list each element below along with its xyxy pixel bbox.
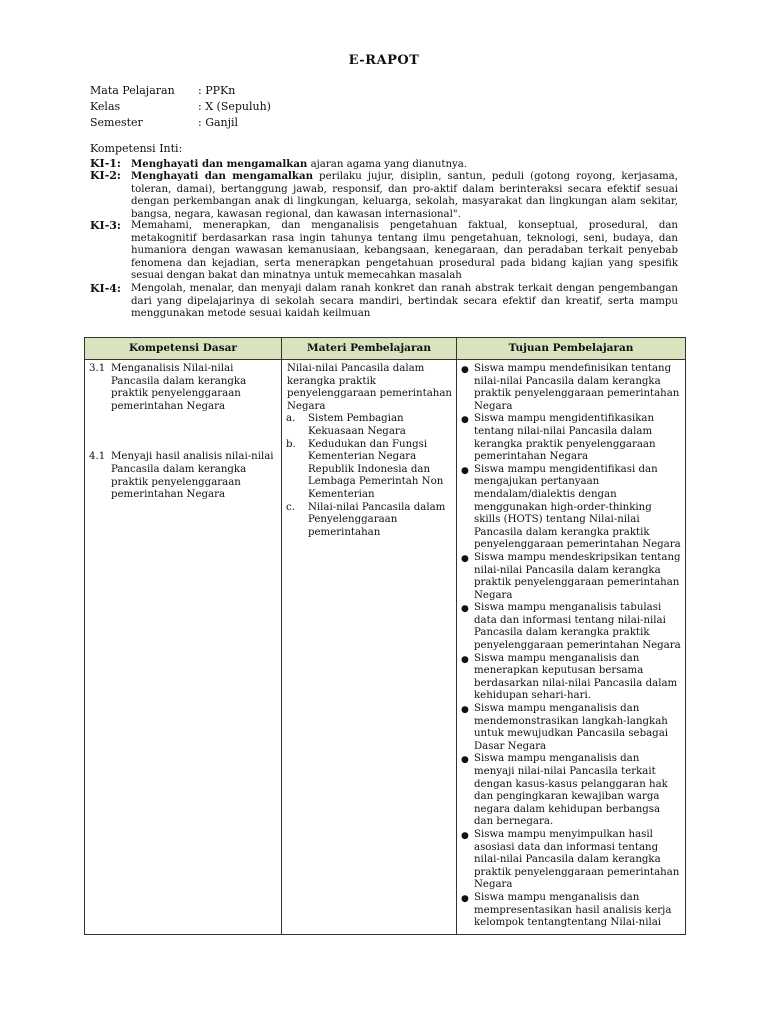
list-item: ● Siswa mampu menganalisis dan mendemonstrasikan langkah-langkah untuk mewujudkan Pancasila sebagai Dasar Negara	[461, 703, 669, 752]
table-row	[85, 360, 686, 935]
list-item: a. Sistem Pembagian Kekuasaan Negara	[286, 413, 406, 437]
subject-info	[90, 83, 271, 131]
list-item: ● Siswa mampu mengidentifikasi dan mengajukan pertanyaan mendalam/dialektis dengan menggunakan high-order-thinking skills (HOTS) tentang Nilai-nilai Pancasila dalam kerangka praktik penyelenggaraan pemerintahan Negara	[461, 463, 681, 551]
kd-cell	[85, 360, 282, 935]
bullet-icon: ●	[461, 604, 469, 615]
bullet-icon: ●	[461, 893, 469, 904]
ki-label: KI-4:	[90, 282, 121, 295]
bullet-icon: ●	[461, 365, 469, 375]
tujuan-list	[461, 363, 681, 930]
meta-row	[90, 115, 271, 131]
meta-value: : Ganjil	[198, 116, 239, 129]
meta-value: : PPKn	[198, 84, 236, 97]
ki-bold: Menghayati dan mengamalkan	[131, 170, 313, 182]
ki-item	[90, 283, 678, 321]
document-title: E-RAPOT	[348, 53, 420, 68]
ki-label: KI-2:	[90, 169, 121, 182]
materi-intro: Nilai-nilai Pancasila dalam kerangka praktik penyelenggaraan pemerintahan Negara	[287, 363, 452, 412]
bullet-icon: ●	[461, 654, 469, 665]
kd-number: 4.1	[89, 451, 106, 463]
learning-table	[84, 337, 686, 935]
ki-label: KI-3:	[90, 219, 121, 232]
list-item: ● Siswa mampu menyimpulkan hasil asosiasi data dan informasi tentang nilai-nilai Pancasila dalam kerangka praktik penyelenggaraan pemerintahan Negara	[461, 828, 680, 891]
ki-text: Mengolah, menalar, dan menyaji dalam ranah konkret dan ranah abstrak terkait dengan pengembangan dari yang dipelajarinya di sekolah secara mandiri, bertindak secara efektif dan kreatif, serta mampu menggunakan metode sesuai kaidah keilmuan	[131, 283, 678, 319]
list-item: ● Siswa mampu menganalisis dan mempresentasikan hasil analisis kerja kelompok tentangtentang Nilai-nilai	[461, 891, 672, 929]
ki-item	[90, 170, 678, 221]
kd-item	[89, 363, 277, 413]
ki-text: Menghayati dan mengamalkan ajaran agama yang dianutnya.	[131, 158, 468, 170]
bullet-icon: ●	[461, 755, 469, 766]
bullet-icon: ●	[461, 553, 469, 564]
materi-list	[286, 413, 452, 539]
meta-key: Mata Pelajaran	[90, 84, 175, 97]
list-item: ● Siswa mampu mendeskripsikan tentang nilai-nilai Pancasila dalam kerangka praktik penyelenggaraan pemerintahan Negara	[461, 551, 681, 601]
list-item: ● Siswa mampu menganalisis tabulasi data dan informasi tentang nilai-nilai Pancasila dalam kerangka praktik penyelenggaraan pemerintahan Negara	[461, 602, 681, 652]
meta-key: Kelas	[90, 100, 121, 113]
ki-item	[90, 220, 678, 283]
bullet-icon: ●	[461, 415, 469, 426]
list-item: b. Kedudukan dan Fungsi Kementerian Negara Republik Indonesia dan Lembaga Pemerintah Non Kementerian	[286, 438, 444, 500]
header-materi: Materi Pembelajaran	[282, 338, 457, 360]
bullet-icon: ●	[461, 830, 469, 841]
list-item: c. Nilai-nilai Pancasila dalam Penyelenggaraan pemerintahan	[286, 501, 446, 538]
list-item: ● Siswa mampu mengidentifikasikan tentang nilai-nilai Pancasila dalam kerangka praktik penyelenggaraan pemerintahan Negara	[461, 413, 656, 463]
bullet-icon: ●	[461, 705, 469, 716]
list-item: ● Siswa mampu menganalisis dan menerapkan keputusan bersama berdasarkan nilai-nilai Pancasila dalam kehidupan sehari-hari.	[461, 652, 678, 702]
bullet-icon: ●	[461, 465, 469, 476]
kd-item	[89, 451, 277, 501]
meta-value: : X (Sepuluh)	[198, 100, 271, 113]
meta-row	[90, 83, 271, 99]
list-item: ● Siswa mampu menganalisis dan menyaji nilai-nilai Pancasila terkait dengan kasus-kasus pelanggaran hak dan pengingkaran kewajiban warga negara dalam kehidupan berbangsa dan bernegara.	[461, 753, 668, 828]
meta-row	[90, 99, 271, 115]
header-tujuan: Tujuan Pembelajaran	[457, 338, 686, 360]
meta-key: Semester	[90, 116, 143, 129]
table-header-row	[85, 338, 686, 360]
ki-heading: Kompetensi Inti:	[90, 142, 183, 155]
kd-text: Menyaji hasil analisis nilai-nilai Pancasila dalam kerangka praktik penyelenggaraan pemerintahan Negara	[111, 451, 274, 501]
ki-label: KI-1:	[90, 157, 121, 170]
ki-text: Menghayati dan mengamalkan perilaku jujur, disiplin, santun, peduli (gotong royong, kerjasama, toleran, damai), bertanggung jawab, responsif, dan pro-aktif dalam berinteraksi secara efektif sesuai dengan perkembangan anak di lingkungan, keluarga, sekolah, masyarakat dan lingkungan alam sekitar, bangsa, negara, kawasan regional, dan kawasan internasional".	[131, 170, 678, 220]
materi-cell	[282, 360, 457, 935]
tujuan-cell	[457, 360, 686, 935]
header-kompetensi-dasar: Kompetensi Dasar	[85, 338, 282, 360]
ki-text: Memahami, menerapkan, dan menganalisis pengetahuan faktual, konseptual, prosedural, dan metakognitif berdasarkan rasa ingin tahunya tentang ilmu pengetahuan, teknologi, seni, budaya, dan humaniora dengan wawasan kemanusiaan, kebangsaan, kenegaraan, dan peradaban terkait penyebab fenomena dan kejadian, serta menerapkan pengetahuan prosedural pada bidang kajian yang spesifik sesuai dengan bakat dan minatnya untuk memecahkan masalah	[131, 220, 678, 281]
kd-number: 3.1	[89, 363, 106, 374]
list-item: ● Siswa mampu mendefinisikan tentang nilai-nilai Pancasila dalam kerangka praktik penyelenggaraan pemerintahan Negara	[461, 363, 680, 412]
ki-bold: Menghayati dan mengamalkan	[131, 158, 308, 170]
kd-text: Menganalisis Nilai-nilai Pancasila dalam kerangka praktik penyelenggaraan pemerintahan Negara	[111, 363, 247, 412]
